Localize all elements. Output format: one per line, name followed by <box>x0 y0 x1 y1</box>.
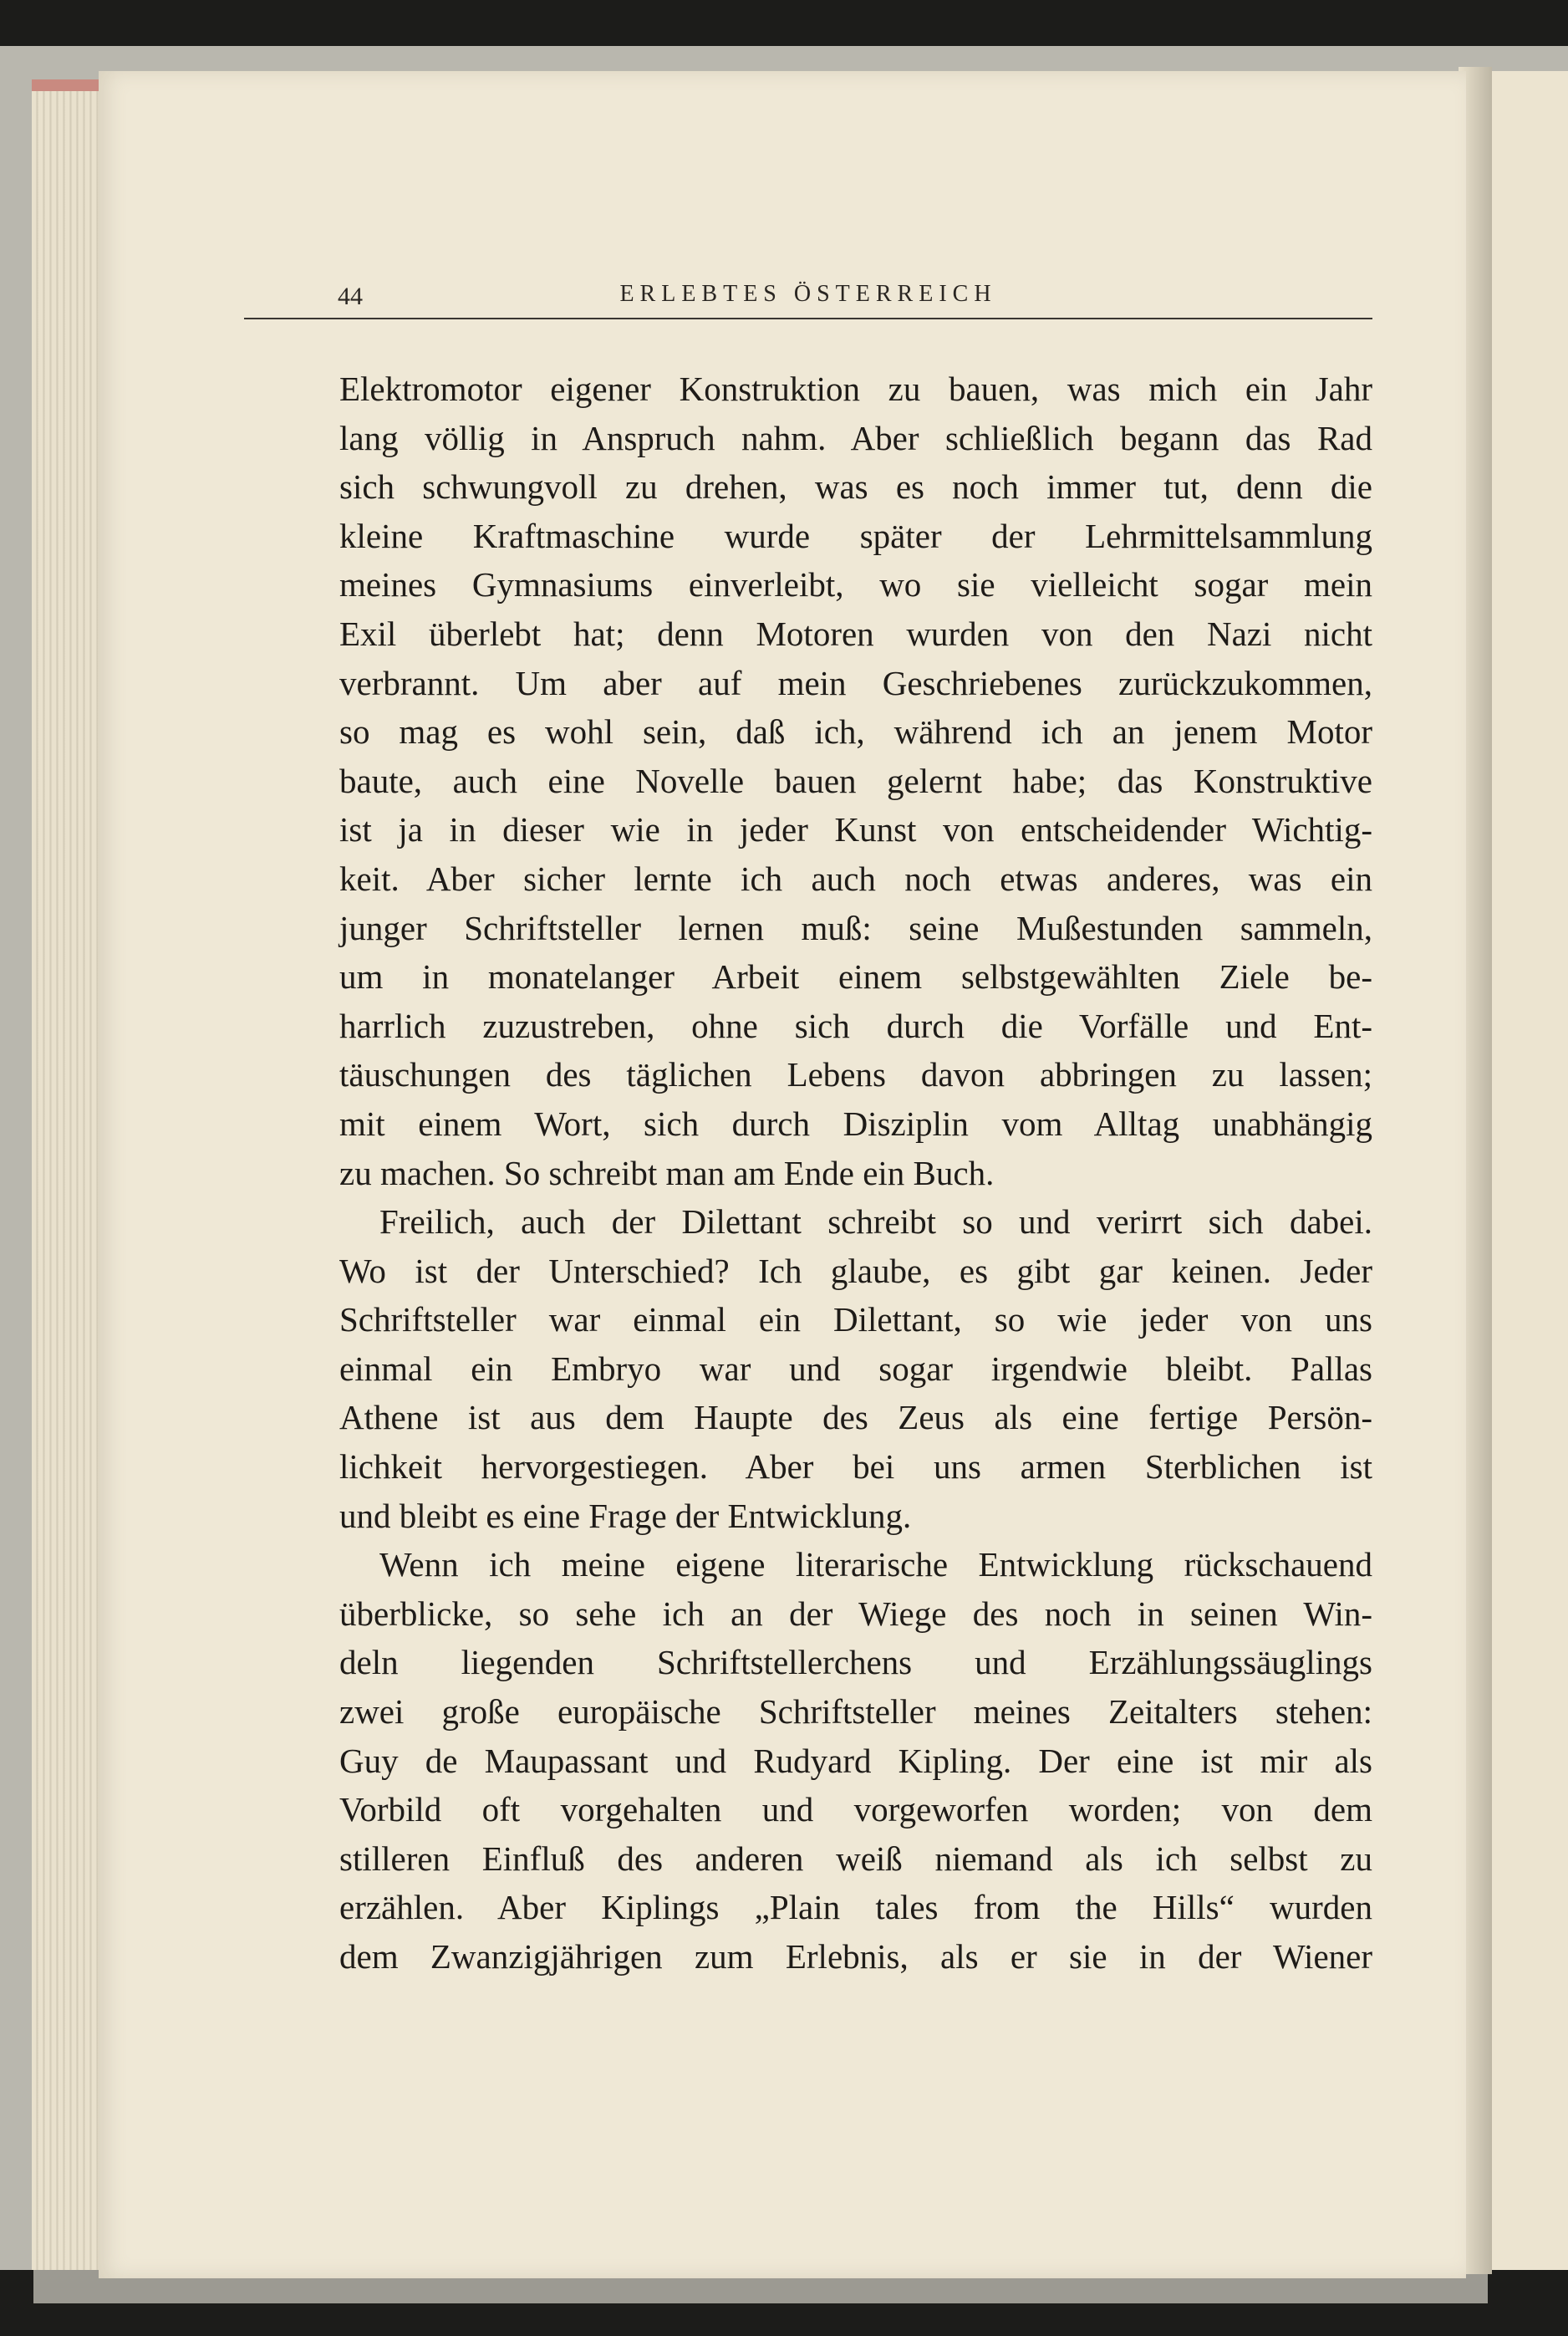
text-line: einmal ein Embryo war und sogar irgendwie bleibt. Pallas <box>339 1349 1372 1388</box>
text-line: deln liegenden Schriftstellerchens und Erzählungssäuglings <box>339 1643 1372 1682</box>
text-line: erzählen. Aber Kiplings „Plain tales from the Hills“ wurden <box>339 1888 1372 1927</box>
text-line: zwei große europäische Schriftsteller meines Zeitalters stehen: <box>339 1692 1372 1732</box>
text-line: Wo ist der Unterschied? Ich glaube, es gibt gar keinen. Jeder <box>339 1251 1372 1290</box>
text-line: Athene ist aus dem Haupte des Zeus als eine fertige Persön- <box>339 1398 1372 1437</box>
text-line: täuschungen des täglichen Lebens davon abbringen zu lassen; <box>339 1055 1372 1094</box>
text-line: Exil überlebt hat; denn Motoren wurden von den Nazi nicht <box>339 614 1372 653</box>
page-number: 44 <box>338 283 363 310</box>
text-line: um in monatelanger Arbeit einem selbstgewählten Ziele be- <box>339 957 1372 997</box>
body-text <box>339 365 1372 1982</box>
text-line: verbrannt. Um aber auf mein Geschriebenes zurückzukommen, <box>339 663 1372 702</box>
text-line: und bleibt es eine Frage der Entwicklung. <box>339 1496 912 1535</box>
text-line: stilleren Einfluß des anderen weiß niemand als ich selbst zu <box>339 1839 1372 1878</box>
text-line: kleine Kraftmaschine wurde später der Lehrmittelsammlung <box>339 516 1372 555</box>
text-line: Guy de Maupassant und Rudyard Kipling. Der eine ist mir als <box>339 1741 1372 1780</box>
text-line: lichkeit hervorgestiegen. Aber bei uns armen Sterblichen ist <box>339 1447 1372 1487</box>
text-line: dem Zwanzigjährigen zum Erlebnis, als er sie in der Wiener <box>339 1937 1372 1976</box>
text-line: überblicke, so sehe ich an der Wiege des noch in seinen Win- <box>339 1594 1372 1633</box>
text-line: harrlich zuzustreben, ohne sich durch die Vorfälle und Ent- <box>339 1006 1372 1045</box>
text-line: ist ja in dieser wie in jeder Kunst von entscheidender Wichtig- <box>339 810 1372 849</box>
text-line: Freilich, auch der Dilettant schreibt so und verirrt sich dabei. <box>379 1202 1372 1242</box>
running-header <box>244 276 1372 319</box>
text-line: baute, auch eine Novelle bauen gelernt habe; das Konstruktive <box>339 761 1372 800</box>
text-line: zu machen. So schreibt man am Ende ein Buch. <box>339 1153 995 1192</box>
text-line: Vorbild oft vorgehalten und vorgeworfen worden; von dem <box>339 1790 1372 1829</box>
next-page-edge <box>1489 71 1568 2270</box>
text-line: lang völlig in Anspruch nahm. Aber schließlich begann das Rad <box>339 418 1372 457</box>
running-title: ERLEBTES ÖSTERREICH <box>619 281 997 307</box>
text-line: keit. Aber sicher lernte ich auch noch etwas anderes, was ein <box>339 859 1372 898</box>
text-line: junger Schriftsteller lernen muß: seine Mußestunden sammeln, <box>339 908 1372 947</box>
text-line: so mag es wohl sein, daß ich, während ich an jenem Motor <box>339 712 1372 752</box>
text-line: sich schwungvoll zu drehen, was es noch immer tut, denn die <box>339 467 1372 507</box>
text-line: Elektromotor eigener Konstruktion zu bauen, was mich ein Jahr <box>339 370 1372 408</box>
text-line: meines Gymnasiums einverleibt, wo sie vielleicht sogar mein <box>339 565 1372 604</box>
text-line: Schriftsteller war einmal ein Dilettant, so wie jeder von uns <box>339 1300 1372 1339</box>
text-line: mit einem Wort, sich durch Disziplin vom Alltag unabhängig <box>339 1104 1372 1143</box>
text-line: Wenn ich meine eigene literarische Entwicklung rückschauend <box>379 1545 1372 1584</box>
